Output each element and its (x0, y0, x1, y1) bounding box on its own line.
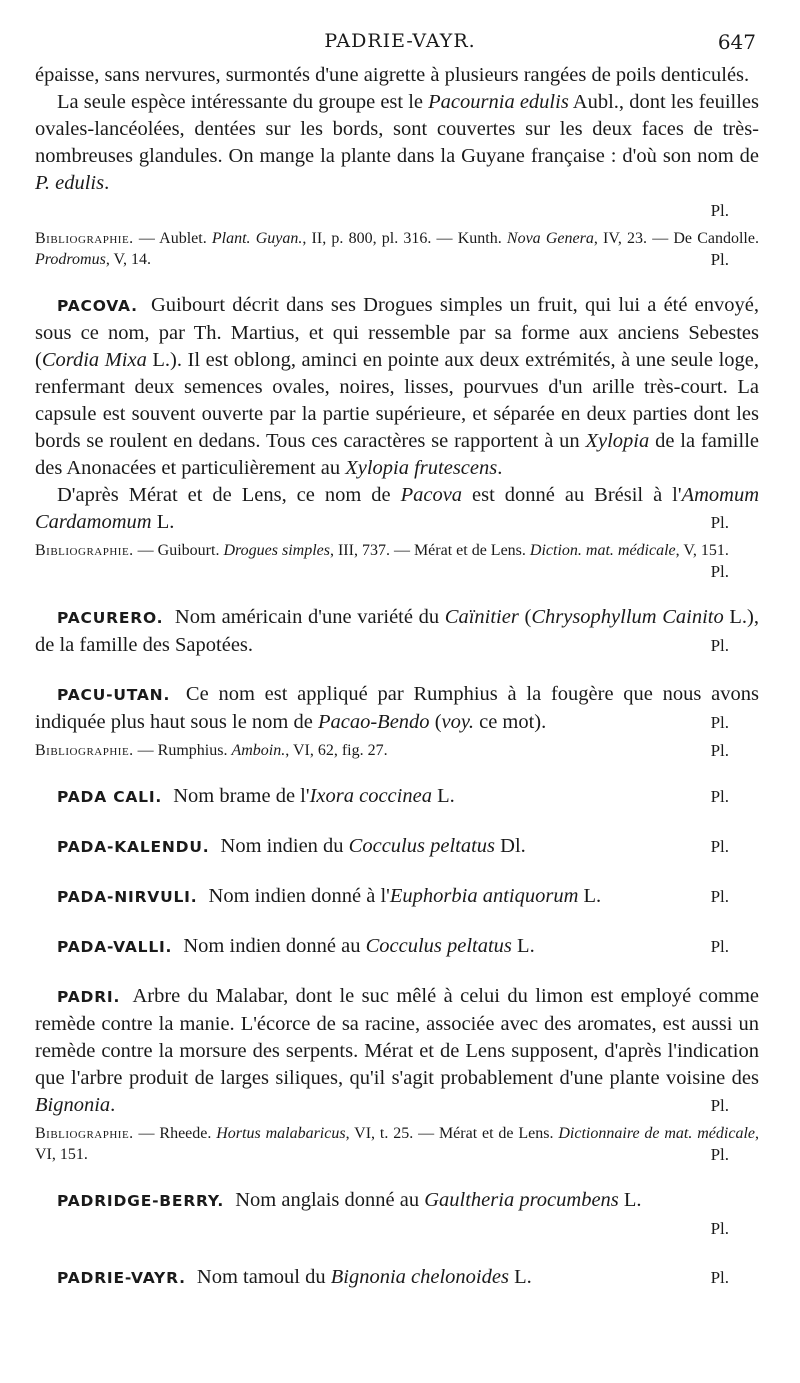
text: Nom américain d'une variété du (169, 606, 445, 628)
bibliography (35, 740, 759, 761)
entry-headword: PADA-NIRVULI. (57, 888, 198, 906)
entry-pada-kalendu (35, 833, 759, 861)
taxon-name: P. edulis (35, 172, 105, 194)
text: Nom brame de l' (168, 785, 310, 807)
author-signature: Pl. (710, 513, 729, 532)
citation-title: Prodromus (35, 251, 106, 268)
entry-headword: PADA-KALENDU. (57, 838, 210, 856)
bibliography-label: Bibliographie. (35, 542, 134, 559)
text: Guibourt décrit dans ses Drogues simples un fruit, qui lui a été envoyé, sous ce nom, par Th. Martius, et qui ressemble par sa forme aux anciens Sebestes ( (35, 294, 759, 371)
entry-headword: PADA-VALLI. (57, 938, 173, 956)
text: de la famille des Anonacées et particulièrement au (35, 430, 759, 479)
taxon-name: Chrysophyllum Cainito (531, 606, 724, 628)
entry-paragraph (35, 933, 759, 961)
bibliography (35, 540, 759, 581)
text: — Guibourt. (133, 542, 224, 559)
taxon-name: Cordia Mixa (41, 349, 147, 371)
author-signature: Pl. (710, 1219, 729, 1238)
author-signature: Pl. (710, 787, 729, 806)
text: Nom indien donné à l' (203, 885, 390, 907)
intro-paragraph-2 (35, 89, 759, 197)
cross-reference: voy. (441, 711, 474, 733)
taxon-name: Xylopia frutescens (345, 457, 498, 479)
text: ( (429, 711, 442, 733)
entry-paragraph (35, 292, 759, 482)
bibliography (35, 1123, 759, 1165)
author-signature: Pl. (710, 1145, 729, 1164)
entry-padri (35, 983, 759, 1165)
author-signature: Pl. (710, 201, 729, 220)
text: Nom indien donné au (178, 935, 366, 957)
citation-title: Diction. mat. médicale (529, 542, 676, 559)
text: Ce nom est appliqué par Rumphius à la fougère que nous avons indiquée plus haut sous le nom de (35, 683, 759, 733)
text: Nom indien du (215, 835, 349, 857)
bibliography-label: Bibliographie. (35, 230, 134, 247)
text: Aubl., dont les feuilles ovales-lancéolées, dentées sur les bords, sont couvertes sur les deux faces de très-nombreuses glandules. On mange la plante dans la Guyane française : d'où son nom de (35, 91, 760, 167)
author-signature: Pl. (710, 837, 729, 856)
author-signature: Pl. (710, 1268, 729, 1287)
entry-pada-valli (35, 933, 759, 961)
entry-paragraph (35, 681, 759, 736)
citation-title: Nova Genera (506, 230, 594, 247)
text: , III, 737. — Mérat et de Lens. (329, 542, 530, 559)
text: L. (618, 1189, 642, 1211)
entry-pacu-utan (35, 681, 759, 761)
entry-headword: PADRI. (57, 988, 121, 1006)
entry-padridge-berry (35, 1187, 759, 1242)
author-signature: Pl. (710, 1096, 729, 1115)
running-head (0, 30, 800, 58)
entry-paragraph (35, 482, 759, 536)
entry-headword: PADA CALI. (57, 788, 163, 806)
taxon-name: Pacournia edulis (428, 91, 569, 113)
text: L.). Il est oblong, aminci en pointe aux deux extrémités, à une seule loge, renfermant deux semences ovales, noires, lisses, pourvues d'un arille très-court. La capsule est souvent ouverte par la partie supérieure, et séparée en deux parties dont les bords se roulent en dedans. Tous ces caractères se rapportent à un (35, 349, 759, 452)
entry-paragraph (35, 783, 759, 811)
entry-headword: PADRIDGE-BERRY. (57, 1192, 225, 1210)
taxon-name: Pacao-Bendo (317, 711, 430, 733)
entry-paragraph (35, 833, 759, 861)
text: . (110, 1094, 116, 1116)
taxon-name: Ixora coccinea (309, 785, 432, 807)
entry-pacova (35, 292, 759, 582)
bibliography-label: Bibliographie. (35, 1125, 134, 1142)
author-signature: Pl. (710, 887, 729, 906)
text: , VI, 62, fig. 27. (285, 742, 388, 759)
taxon-name: Xylopia (585, 430, 650, 452)
page-number: 647 (717, 30, 756, 54)
text: , VI, t. 25. — Mérat et de Lens. (345, 1125, 559, 1142)
text: , II, p. 800, pl. 316. — Kunth. (302, 230, 507, 247)
running-title: PADRIE-VAYR. (324, 30, 476, 52)
author-signature: Pl. (710, 741, 729, 760)
text: — Rumphius. (133, 742, 232, 759)
intro-paragraph (35, 62, 759, 89)
text: L. (511, 935, 535, 957)
author-signature: Pl. (710, 636, 729, 655)
entry-pada-cali (35, 783, 759, 811)
taxon-name: Caïnitier (444, 606, 519, 628)
entry-headword: PACOVA. (57, 297, 138, 315)
entry-headword: PADRIE-VAYR. (57, 1269, 186, 1287)
text: La seule espèce intéressante du groupe est le (57, 91, 429, 113)
text: L. (431, 785, 455, 807)
text: L. (151, 511, 175, 533)
taxon-name: Cocculus peltatus (365, 935, 512, 957)
citation-title: Amboin. (231, 742, 286, 759)
taxon-name: Amomum Cardamomum (35, 484, 759, 533)
taxon-name: Gaultheria procumbens (424, 1189, 619, 1211)
citation-title: Drogues simples (223, 542, 330, 559)
author-signature: Pl. (710, 250, 729, 269)
bibliography-label: Bibliographie. (35, 742, 134, 759)
text: , VI, 151. (35, 1125, 759, 1163)
text: , IV, 23. — De Candolle. (593, 230, 759, 247)
taxon-name: Euphorbia antiquorum (389, 885, 579, 907)
text: L.), de la famille des Sapotées. (35, 606, 759, 656)
bibliography (35, 228, 759, 270)
citation-title: Dictionnaire de mat. médicale (558, 1125, 755, 1142)
entry-pada-nirvuli (35, 883, 759, 911)
text: L. (508, 1266, 532, 1288)
citation-title: Plant. Guyan. (211, 230, 303, 247)
text: , V, 14. (105, 251, 152, 268)
text: — Rheede. (133, 1125, 217, 1142)
page-body (35, 62, 759, 1292)
entry-paragraph (35, 1187, 759, 1215)
taxon-name: Cocculus peltatus (348, 835, 496, 857)
text: . (104, 172, 110, 194)
taxon-name: Bignonia (35, 1094, 111, 1116)
entry-padrie-vayr (35, 1264, 759, 1292)
text: ce mot). (473, 711, 547, 733)
text: ( (518, 606, 532, 628)
text: Nom tamoul du (191, 1266, 331, 1288)
text: Dl. (495, 835, 526, 857)
text: est donné au Brésil à l' (462, 484, 682, 506)
entry-headword: PACU-UTAN. (57, 686, 171, 704)
entry-paragraph (35, 883, 759, 911)
author-signature: Pl. (710, 713, 729, 732)
text: . (497, 457, 503, 479)
entry-paragraph (35, 604, 759, 659)
intro-text: épaisse, sans nervures, surmontés d'une aigrette à plusieurs rangées de poils denticulés. (35, 64, 750, 86)
taxon-name: Bignonia chelonoides (330, 1266, 509, 1288)
citation-title: Hortus malabaricus (216, 1125, 346, 1142)
entry-paragraph (35, 1264, 759, 1292)
text: , V, 151. (675, 542, 729, 559)
entry-pacurero (35, 604, 759, 659)
author-signature: Pl. (710, 562, 729, 581)
text: — Aublet. (133, 230, 212, 247)
text: D'après Mérat et de Lens, ce nom de (57, 484, 401, 506)
taxon-name: Pacova (400, 484, 463, 506)
author-signature: Pl. (710, 937, 729, 956)
entry-headword: PACURERO. (57, 609, 164, 627)
text: Nom anglais donné au (230, 1189, 425, 1211)
entry-paragraph (35, 983, 759, 1119)
text: Arbre du Malabar, dont le suc mêlé à celui du limon est employé comme remède contre la manie. L'écorce de sa racine, associée avec des aromates, est aussi un remède contre la morsure des serpents. Mérat et de Lens supposent, d'après l'indication que l'arbre produit de larges siliques, qu'il s'agit probablement d'une plante voisine des (35, 985, 759, 1089)
text: L. (578, 885, 602, 907)
